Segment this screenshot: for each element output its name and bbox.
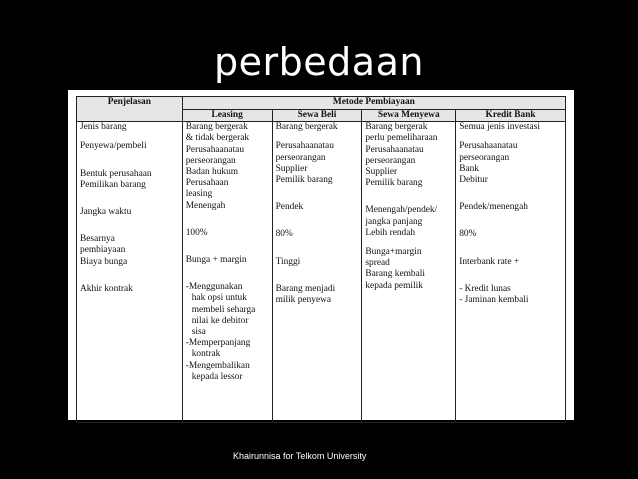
cell-line: Perusahaan <box>185 178 229 189</box>
cell-line: Bunga + margin <box>185 255 247 266</box>
cell-line: Badan hukum <box>185 167 239 178</box>
header-leasing: Leasing <box>182 110 272 122</box>
header-sewa-beli: Sewa Beli <box>272 110 362 122</box>
cell-line: perseorangan <box>459 152 510 163</box>
cell-line: Tinggi <box>275 256 301 267</box>
cell-line: Supplier <box>275 163 308 174</box>
cell-line: leasing <box>185 189 213 200</box>
column-kredit-bank <box>456 122 566 423</box>
header-kredit-bank: Kredit Bank <box>456 110 566 122</box>
cell-line: Barang menjadi <box>275 283 336 294</box>
cell-line: kontrak <box>191 349 221 360</box>
cell-line: Perusahaanatau <box>275 141 334 152</box>
cell-line: Perusahaanatau <box>185 144 245 155</box>
cell-line: Perusahaanatau <box>365 144 424 155</box>
cell-line: 100% <box>185 227 208 238</box>
cell-line: jangka panjang <box>365 216 423 227</box>
cell-line: -Memperpanjang <box>185 338 251 349</box>
slide-title: perbedaan <box>214 40 424 84</box>
header-penjelasan: Penjelasan <box>77 97 183 122</box>
cell-line: kepada pemilik <box>365 280 423 291</box>
cell-line: Barang bergerak <box>365 122 428 133</box>
cell-line: - Kredit lunas <box>459 283 511 294</box>
row-label: Biaya bunga <box>80 256 128 267</box>
row-label: Jangka waktu <box>80 207 132 218</box>
cell-line: perseorangan <box>185 155 236 166</box>
column-sewa-beli <box>272 122 362 423</box>
footer-credit: Khairunnisa for Telkom University <box>233 451 367 461</box>
cell-line: Semua jenis investasi <box>459 122 540 133</box>
cell-line: kepada lessor <box>191 371 243 382</box>
cell-line: perseorangan <box>365 155 416 166</box>
cell-line: milik penyewa <box>275 295 332 306</box>
cell-line: Pendek <box>275 202 304 213</box>
row-label: Bentuk perusahaan <box>80 168 152 179</box>
cell-line: Debitur <box>459 175 488 186</box>
row-label: pembiayaan <box>80 245 126 256</box>
column-leasing <box>182 122 272 423</box>
cell-line: membeli seharga <box>191 304 256 315</box>
cell-line: Barang bergerak <box>275 122 338 133</box>
cell-line: spread <box>365 258 390 269</box>
row-label: Pemilikan barang <box>80 179 146 190</box>
cell-line: Pemilik barang <box>275 175 333 186</box>
row-label: Akhir kontrak <box>80 283 133 294</box>
cell-line: 80% <box>459 229 477 240</box>
cell-line: Pendek/menengah <box>459 202 528 213</box>
cell-line: nilai ke debitor <box>191 315 249 326</box>
cell-line: Pemilik barang <box>365 178 423 189</box>
cell-line: -Menggunakan <box>185 282 243 293</box>
cell-line: perseorangan <box>275 152 326 163</box>
cell-line: hak opsi untuk <box>191 293 247 304</box>
table-image <box>68 90 574 420</box>
cell-line: Lebih rendah <box>365 227 416 238</box>
header-sewa-menyewa: Sewa Menyewa <box>362 110 456 122</box>
cell-line: perlu pemeliharaan <box>365 133 438 144</box>
cell-line: Supplier <box>365 167 398 178</box>
column-penjelasan <box>77 122 183 423</box>
row-label: Besarnya <box>80 234 115 245</box>
cell-line: Bunga+margin <box>365 247 422 258</box>
cell-line: 80% <box>275 229 293 240</box>
cell-line: & tidak bergerak <box>185 133 250 144</box>
cell-line: Menengah/pendek/ <box>365 205 438 216</box>
cell-line: Perusahaanatau <box>459 141 518 152</box>
cell-line: Bank <box>459 163 479 174</box>
cell-line: Barang bergerak <box>185 122 248 133</box>
cell-line: - Jaminan kembali <box>459 295 529 306</box>
cell-line: Barang kembali <box>365 269 425 280</box>
cell-line: -Mengembalikan <box>185 360 250 371</box>
cell-line: sisa <box>191 327 206 338</box>
cell-line: Menengah <box>185 200 226 211</box>
cell-line: Interbank rate + <box>459 256 520 267</box>
column-sewa-menyewa <box>362 122 456 423</box>
row-label: Penyewa/pembeli <box>80 141 147 152</box>
row-label: Jenis barang <box>80 122 127 133</box>
comparison-table <box>76 96 566 423</box>
header-metode: Metode Pembiayaan <box>182 97 565 110</box>
